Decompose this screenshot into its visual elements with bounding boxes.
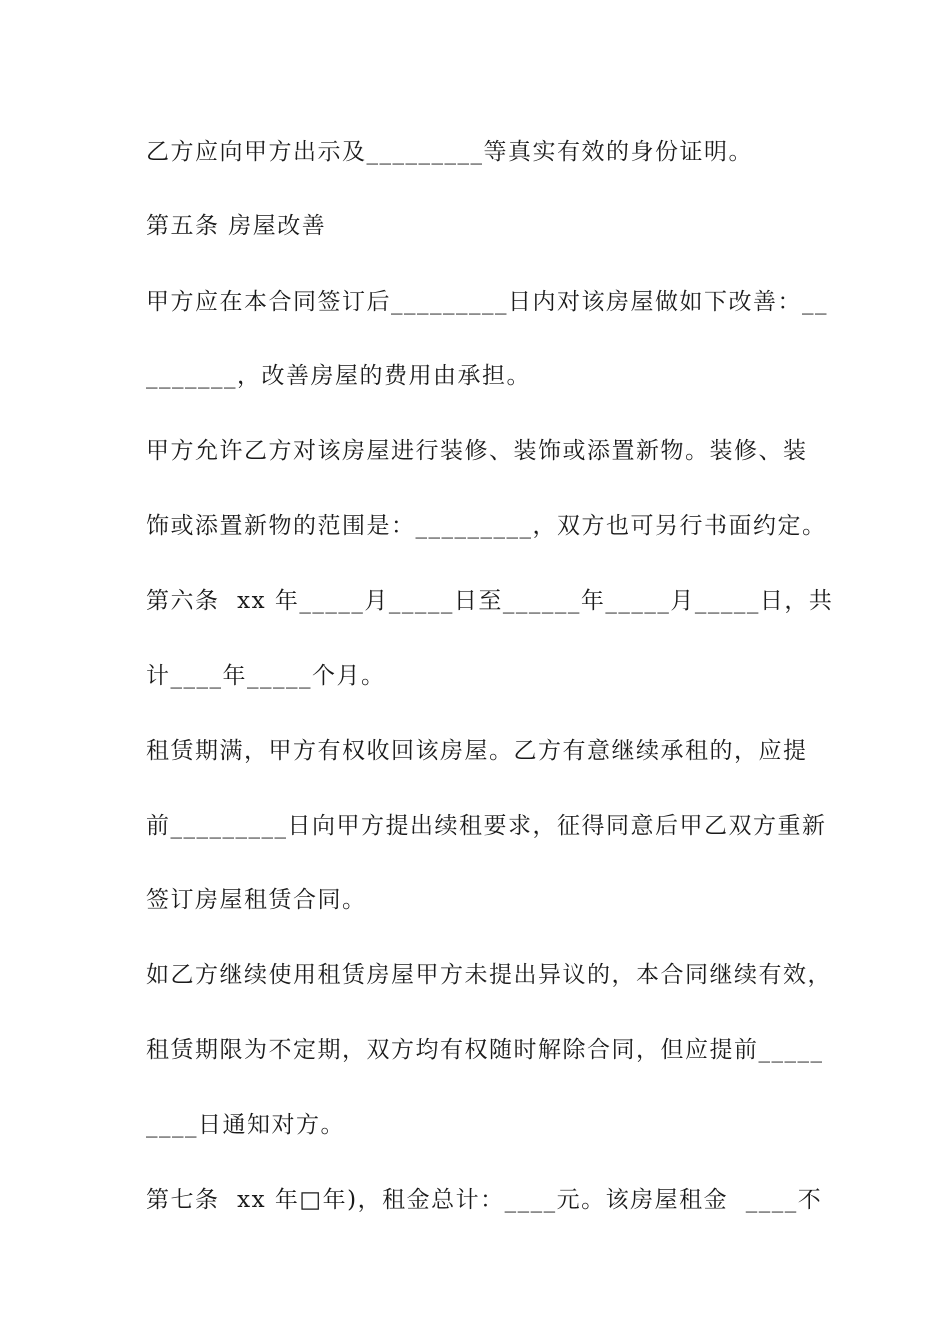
article-five-heading: 第五条 房屋改善 [146, 213, 327, 239]
paragraph-line-decoration: 甲方允许乙方对该房屋进行装修、装饰或添置新物。装修、装 [146, 438, 808, 464]
paragraph-line-identity-proof: 乙方应向甲方出示及_________等真实有效的身份证明。 [146, 139, 753, 165]
article-six-term: 第六条 xx 年_____月_____日至______年_____月_____日，共 [146, 588, 834, 614]
paragraph-line-improvement-cost: _______，改善房屋的费用由承担。 [146, 363, 531, 389]
paragraph-line-decoration-scope: 饰或添置新物的范围是：_________，双方也可另行书面约定。 [146, 513, 827, 539]
paragraph-line-continued-use: 如乙方继续使用租赁房屋甲方未提出异议的，本合同继续有效， [146, 962, 832, 988]
paragraph-line-lease-expiry: 租赁期满，甲方有权收回该房屋。乙方有意继续承租的，应提 [146, 738, 808, 764]
paragraph-line-renewal-request: 前_________日向甲方提出续租要求，征得同意后甲乙双方重新 [146, 813, 827, 839]
paragraph-line-notice: ____日通知对方。 [146, 1112, 345, 1138]
paragraph-line-indefinite-term: 租赁期限为不定期，双方均有权随时解除合同，但应提前_____ [146, 1037, 824, 1063]
paragraph-line-improvement: 甲方应在本合同签订后_________日内对该房屋做如下改善：__ [146, 289, 828, 315]
paragraph-line-term-total: 计____年_____个月。 [146, 663, 386, 689]
paragraph-line-renewal-contract: 签订房屋租赁合同。 [146, 887, 367, 913]
article-seven-rent: 第七条 xx 年□年)，租金总计：____元。该房屋租金 ____不 [146, 1187, 823, 1213]
